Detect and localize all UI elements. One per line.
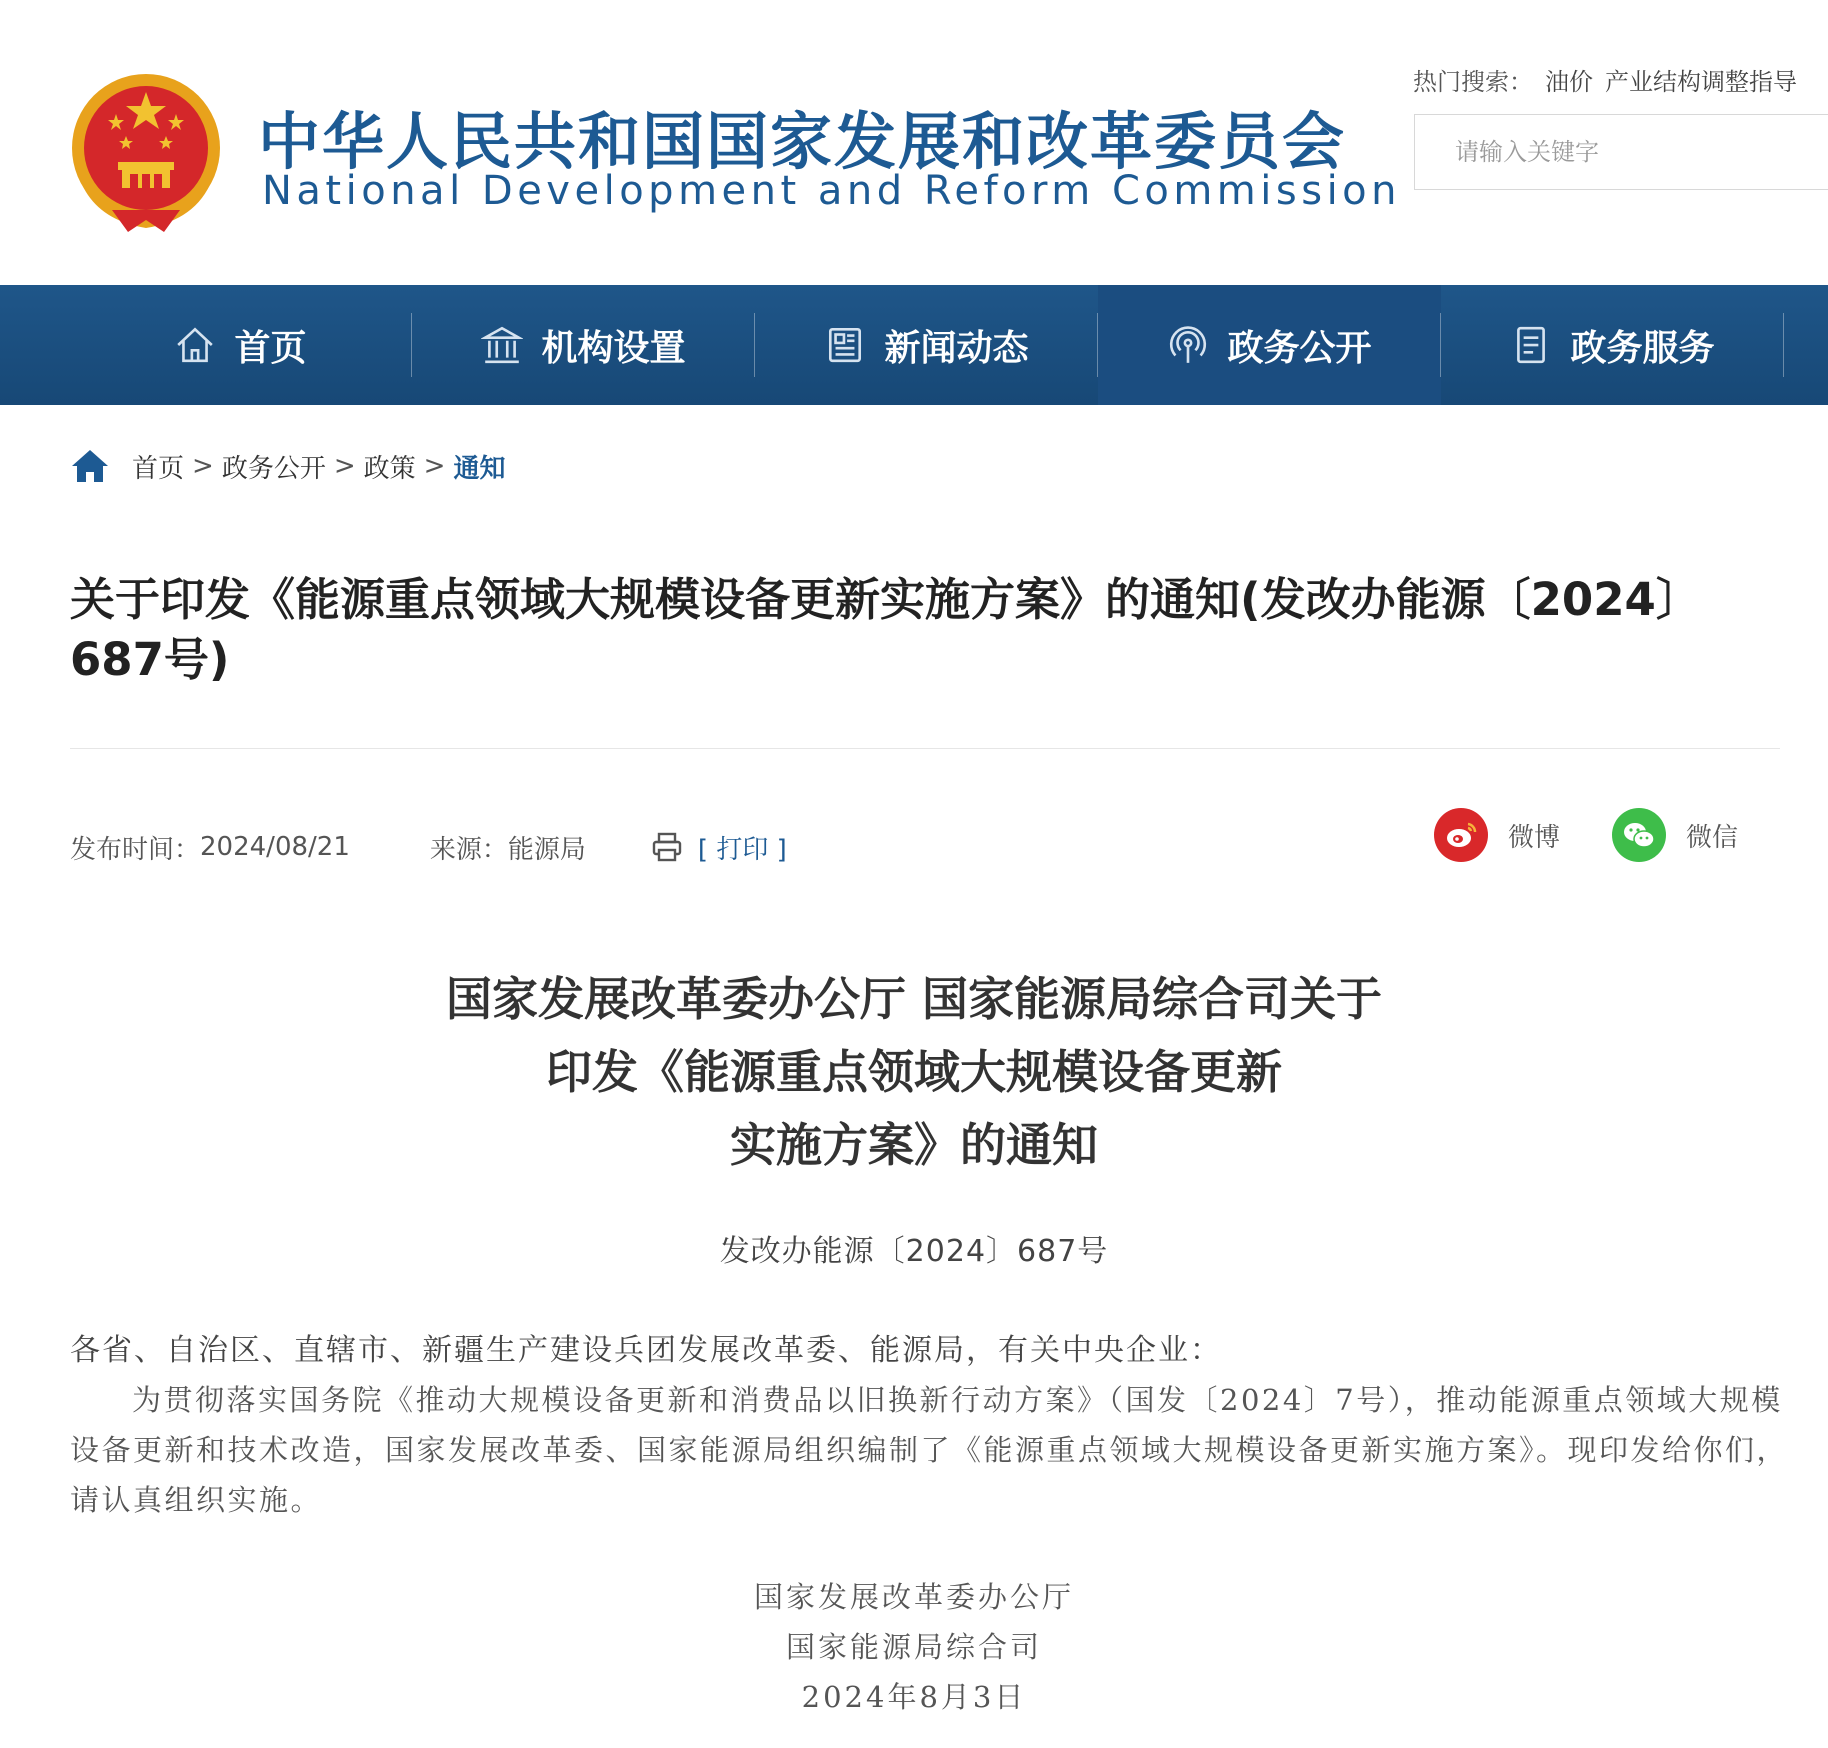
breadcrumb-separator: >	[423, 451, 446, 481]
nav-label: 首页	[234, 327, 307, 369]
nav-label: 政务服务	[1570, 327, 1715, 369]
nav-item-services[interactable]	[1441, 285, 1784, 405]
share-weibo-button[interactable]	[1434, 808, 1560, 862]
wechat-icon	[1612, 808, 1666, 862]
source-value: 能源局	[507, 834, 586, 865]
document-title-line: 实施方案》的通知	[730, 1118, 1098, 1172]
printer-icon	[650, 830, 684, 864]
breadcrumb	[70, 446, 505, 486]
publish-date: 2024/08/21	[200, 832, 350, 862]
breadcrumb-separator: >	[192, 451, 214, 481]
document-title	[0, 963, 1828, 1182]
document-date: 2024年8月3日	[801, 1680, 1027, 1714]
nav-label: 机构设置	[541, 327, 686, 369]
nav-item-government-affairs[interactable]	[1098, 285, 1441, 405]
hot-search-bar	[1413, 62, 1828, 97]
document-salutation: 各省、自治区、直辖市、新疆生产建设兵团发展改革委、能源局，有关中央企业：	[70, 1333, 1222, 1368]
document-title-line: 国家发展改革委办公厅 国家能源局综合司关于	[445, 972, 1382, 1026]
site-title-chinese[interactable]: 中华人民共和国国家发展和改革委员会	[258, 105, 1347, 178]
site-title-english[interactable]: National Development and Reform Commission	[262, 168, 1401, 214]
share-weibo-label: 微博	[1508, 822, 1561, 853]
home-icon[interactable]	[70, 448, 110, 484]
document-title-line: 印发《能源重点领域大规模设备更新	[546, 1045, 1282, 1099]
breadcrumb-current[interactable]: 通知	[453, 453, 506, 484]
broadcast-icon	[1167, 324, 1209, 366]
nav-item-home[interactable]	[69, 285, 412, 405]
nav-label: 新闻动态	[884, 327, 1029, 369]
breadcrumb-policy[interactable]: 政策	[363, 453, 416, 484]
newspaper-icon	[824, 324, 866, 366]
nav-item-institutions[interactable]	[412, 285, 755, 405]
share-wechat-button[interactable]	[1612, 808, 1738, 862]
signature-line: 国家能源局综合司	[785, 1630, 1042, 1664]
article-title: 关于印发《能源重点领域大规模设备更新实施方案》的通知(发改办能源〔2024〕687号)	[70, 573, 1701, 686]
national-emblem-icon[interactable]	[66, 70, 226, 235]
nav-divider	[1783, 313, 1784, 377]
weibo-icon	[1434, 808, 1488, 862]
search-box	[1414, 114, 1828, 190]
article-meta	[70, 822, 787, 872]
document-body: 为贯彻落实国务院《推动大规模设备更新和消费品以旧换新行动方案》（国发〔2024〕7号），推动能源重点领域大规模设备更新和技术改造，国家发展改革委、国家能源局组织编制了《能源重点领域大规模设备更新实施方案》。现印发给你们，请认真组织实施。	[70, 1383, 1789, 1517]
document-number: 发改办能源〔2024〕687号	[719, 1234, 1109, 1269]
source-label: 来源：	[429, 834, 508, 865]
signature-line: 国家发展改革委办公厅	[753, 1580, 1074, 1614]
print-label: [ 打印 ]	[697, 834, 787, 865]
breadcrumb-home[interactable]: 首页	[132, 453, 185, 484]
title-divider	[70, 748, 1780, 749]
house-icon	[174, 324, 216, 366]
breadcrumb-separator: >	[333, 451, 356, 481]
publish-label: 发布时间：	[70, 834, 201, 865]
hot-search-item[interactable]: 产业结构调整指导	[1605, 68, 1797, 96]
site-header	[0, 0, 1828, 285]
search-input[interactable]	[1415, 115, 1828, 189]
breadcrumb-government-affairs[interactable]: 政务公开	[221, 453, 326, 484]
document-icon	[1510, 324, 1552, 366]
hot-search-item[interactable]: 油价	[1545, 68, 1593, 96]
main-nav	[0, 285, 1828, 405]
share-wechat-label: 微信	[1686, 822, 1739, 853]
nav-label: 政务公开	[1227, 327, 1372, 369]
nav-item-news[interactable]	[755, 285, 1098, 405]
hot-search-label: 热门搜索：	[1413, 68, 1533, 96]
institution-icon	[481, 324, 523, 366]
print-button[interactable]	[650, 829, 787, 866]
